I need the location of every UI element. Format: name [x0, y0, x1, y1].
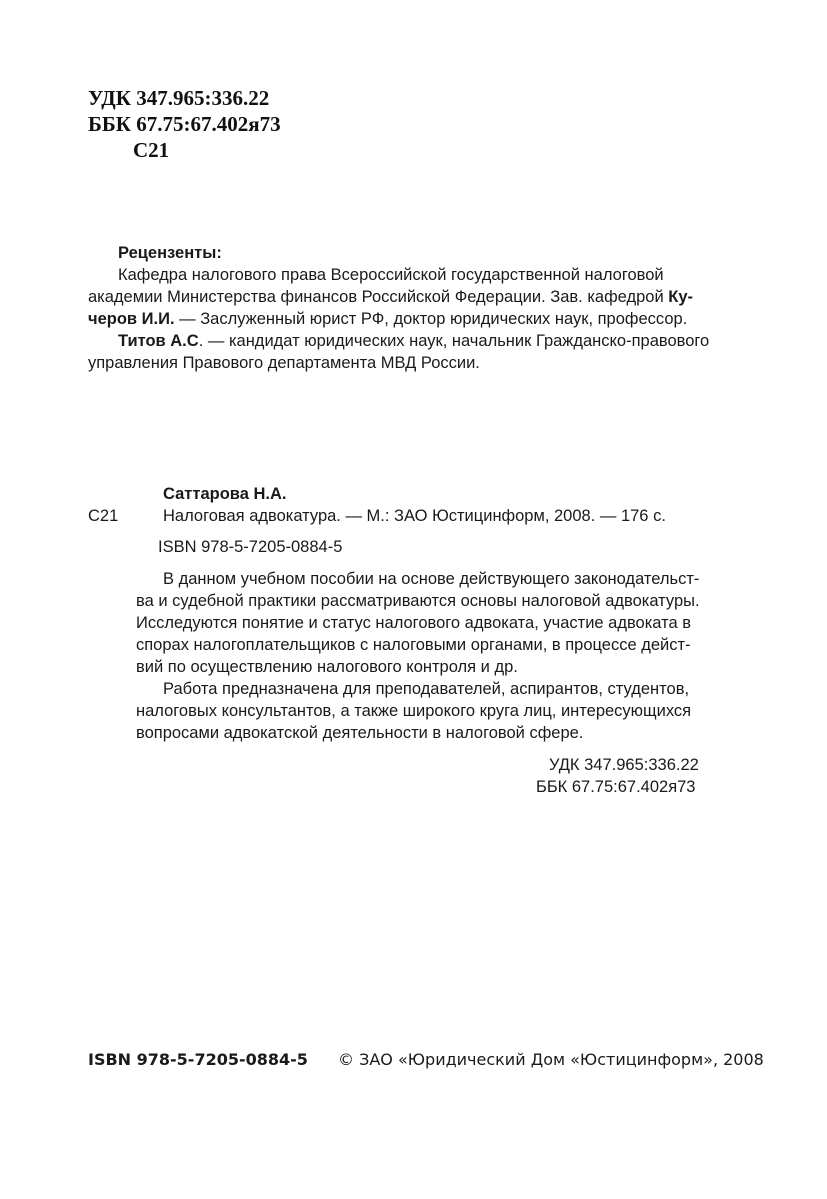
udk-header: УДК 347.965:336.22	[88, 86, 270, 110]
abstract-line: В данном учебном пособии на основе действующего законодательст-	[163, 570, 700, 588]
bbk-header: ББК 67.75:67.402я73	[88, 112, 281, 136]
reviewer-1-name-part: Ку-	[668, 288, 694, 306]
reviewer-1-credentials: — Заслуженный юрист РФ, доктор юридических наук, профессор.	[174, 310, 688, 328]
abstract-line: Исследуются понятие и статус налогового адвоката, участие адвоката в	[136, 614, 692, 632]
reviewers-heading: Рецензенты:	[118, 244, 222, 262]
reviewer-2-name: Титов А.С	[118, 332, 199, 350]
reviewer-1-text: академии Министерства финансов Российской Федерации. Зав. кафедрой	[88, 288, 669, 306]
footer-isbn: ISBN 978-5-7205-0884-5	[88, 1050, 308, 1069]
abstract-line: налоговых консультантов, а также широкого круга лиц, интересующихся	[136, 702, 692, 720]
reviewer-1-line-1: Кафедра налогового права Всероссийской государственной налоговой	[118, 266, 664, 284]
abstract-line: вий по осуществлению налогового контроля и др.	[136, 658, 518, 676]
footer-copyright: © ЗАО «Юридический Дом «Юстицинформ», 2008	[338, 1050, 764, 1069]
card-bbk: ББК 67.75:67.402я73	[536, 778, 696, 796]
reviewer-2-line-2: управления Правового департамента МВД России.	[88, 354, 480, 372]
author-mark-header: С21	[133, 138, 170, 162]
reviewer-1-line-3	[88, 308, 687, 330]
abstract-line: спорах налогоплательщиков с налоговыми органами, в процессе дейст-	[136, 636, 691, 654]
card-title-line: Налоговая адвокатура. — М.: ЗАО Юстицинформ, 2008. — 176 с.	[163, 507, 666, 525]
abstract-line: Работа предназначена для преподавателей, аспирантов, студентов,	[163, 680, 690, 698]
card-isbn: ISBN 978-5-7205-0884-5	[158, 538, 343, 556]
reviewer-1-name-rest: черов И.И.	[88, 310, 175, 328]
reviewer-2-line-1	[118, 330, 709, 352]
card-udk: УДК 347.965:336.22	[549, 756, 699, 774]
card-author: Саттарова Н.А.	[163, 485, 287, 503]
reviewer-1-line-2	[88, 286, 693, 308]
abstract-line: вопросами адвокатской деятельности в налоговой сфере.	[136, 724, 584, 742]
reviewer-2-credentials: . — кандидат юридических наук, начальник Гражданско-правового	[198, 332, 710, 350]
card-mark: С21	[88, 507, 119, 525]
abstract-line: ва и судебной практики рассматриваются основы налоговой адвокатуры.	[136, 592, 700, 610]
